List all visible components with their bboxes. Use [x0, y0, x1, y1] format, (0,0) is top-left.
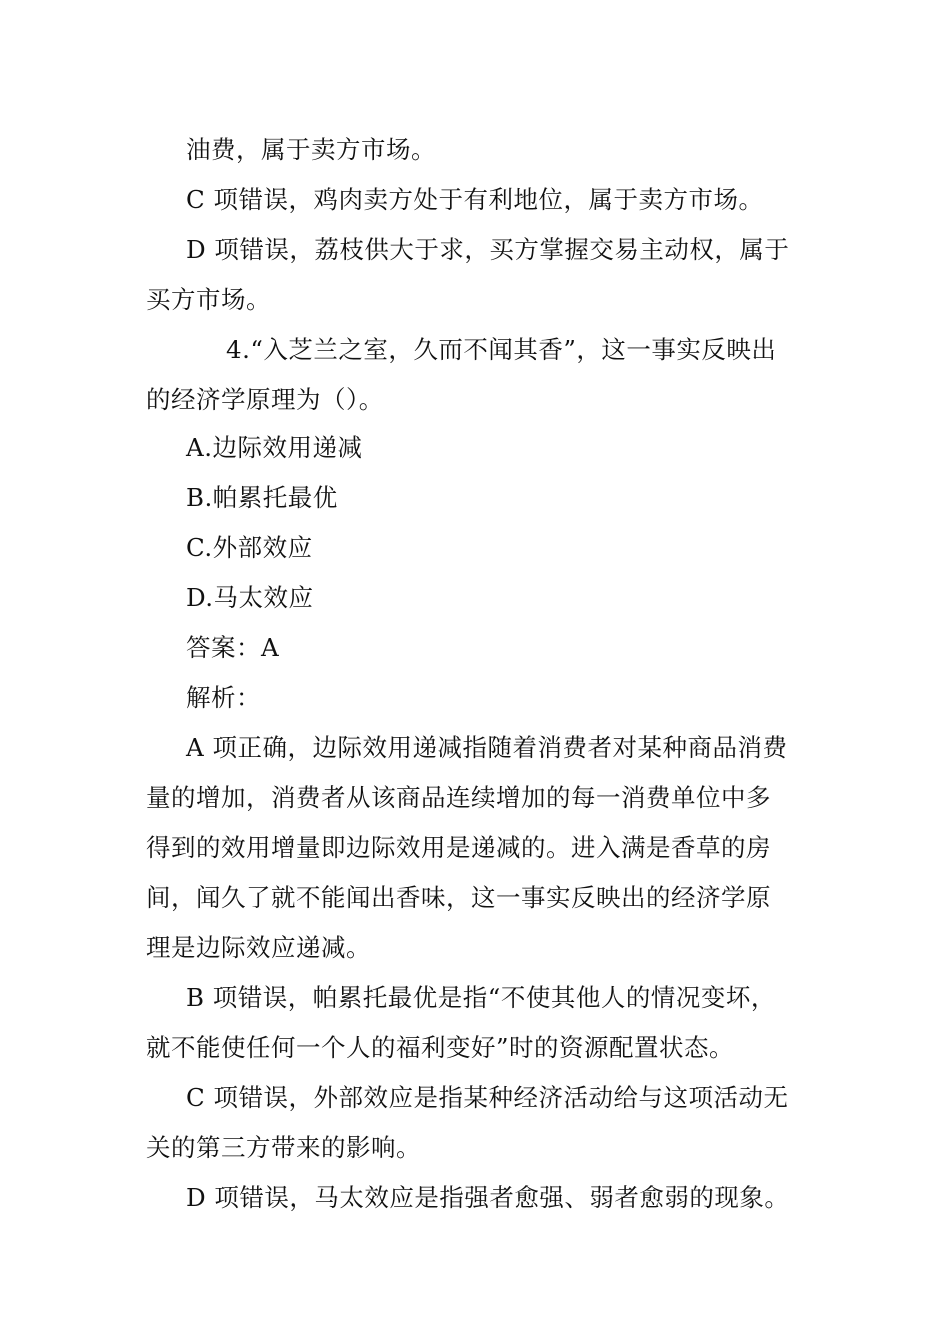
- text-line: B 项错误，帕累托最优是指“不使其他人的情况变坏，: [186, 983, 776, 1012]
- text-line: 就不能使任何一个人的福利变好”时的资源配置状态。: [146, 1033, 735, 1062]
- text-line: 油费，属于卖方市场。: [186, 135, 436, 164]
- option-c: C.外部效应: [186, 533, 313, 562]
- text-line: 买方市场。: [146, 285, 271, 314]
- option-d: D.马太效应: [186, 583, 314, 612]
- text-line: 间，闻久了就不能闻出香味，这一事实反映出的经济学原: [146, 883, 771, 912]
- question-stem: 4.“入芝兰之室，久而不闻其香”，这一事实反映出: [226, 335, 777, 364]
- analysis-heading: 解析：: [186, 683, 261, 712]
- text-line: 得到的效用增量即边际效用是递减的。进入满是香草的房: [146, 833, 771, 862]
- text-line: C 项错误，鸡肉卖方处于有利地位，属于卖方市场。: [186, 185, 764, 214]
- text-line: 量的增加，消费者从该商品连续增加的每一消费单位中多: [146, 783, 771, 812]
- text-line: D 项错误，荔枝供大于求，买方掌握交易主动权，属于: [186, 235, 790, 264]
- text-line: D 项错误，马太效应是指强者愈强、弱者愈弱的现象。: [186, 1183, 790, 1212]
- question-stem: 的经济学原理为（）。: [146, 385, 384, 414]
- text-line: 理是边际效应递减。: [146, 933, 371, 962]
- text-line: C 项错误，外部效应是指某种经济活动给与这项活动无: [186, 1083, 789, 1112]
- text-line: 关的第三方带来的影响。: [146, 1133, 421, 1162]
- option-a: A.边际效用递减: [186, 433, 363, 462]
- text-line: A 项正确，边际效用递减指随着消费者对某种商品消费: [186, 733, 788, 762]
- answer-line: 答案：A: [186, 633, 280, 662]
- option-b: B.帕累托最优: [186, 483, 338, 512]
